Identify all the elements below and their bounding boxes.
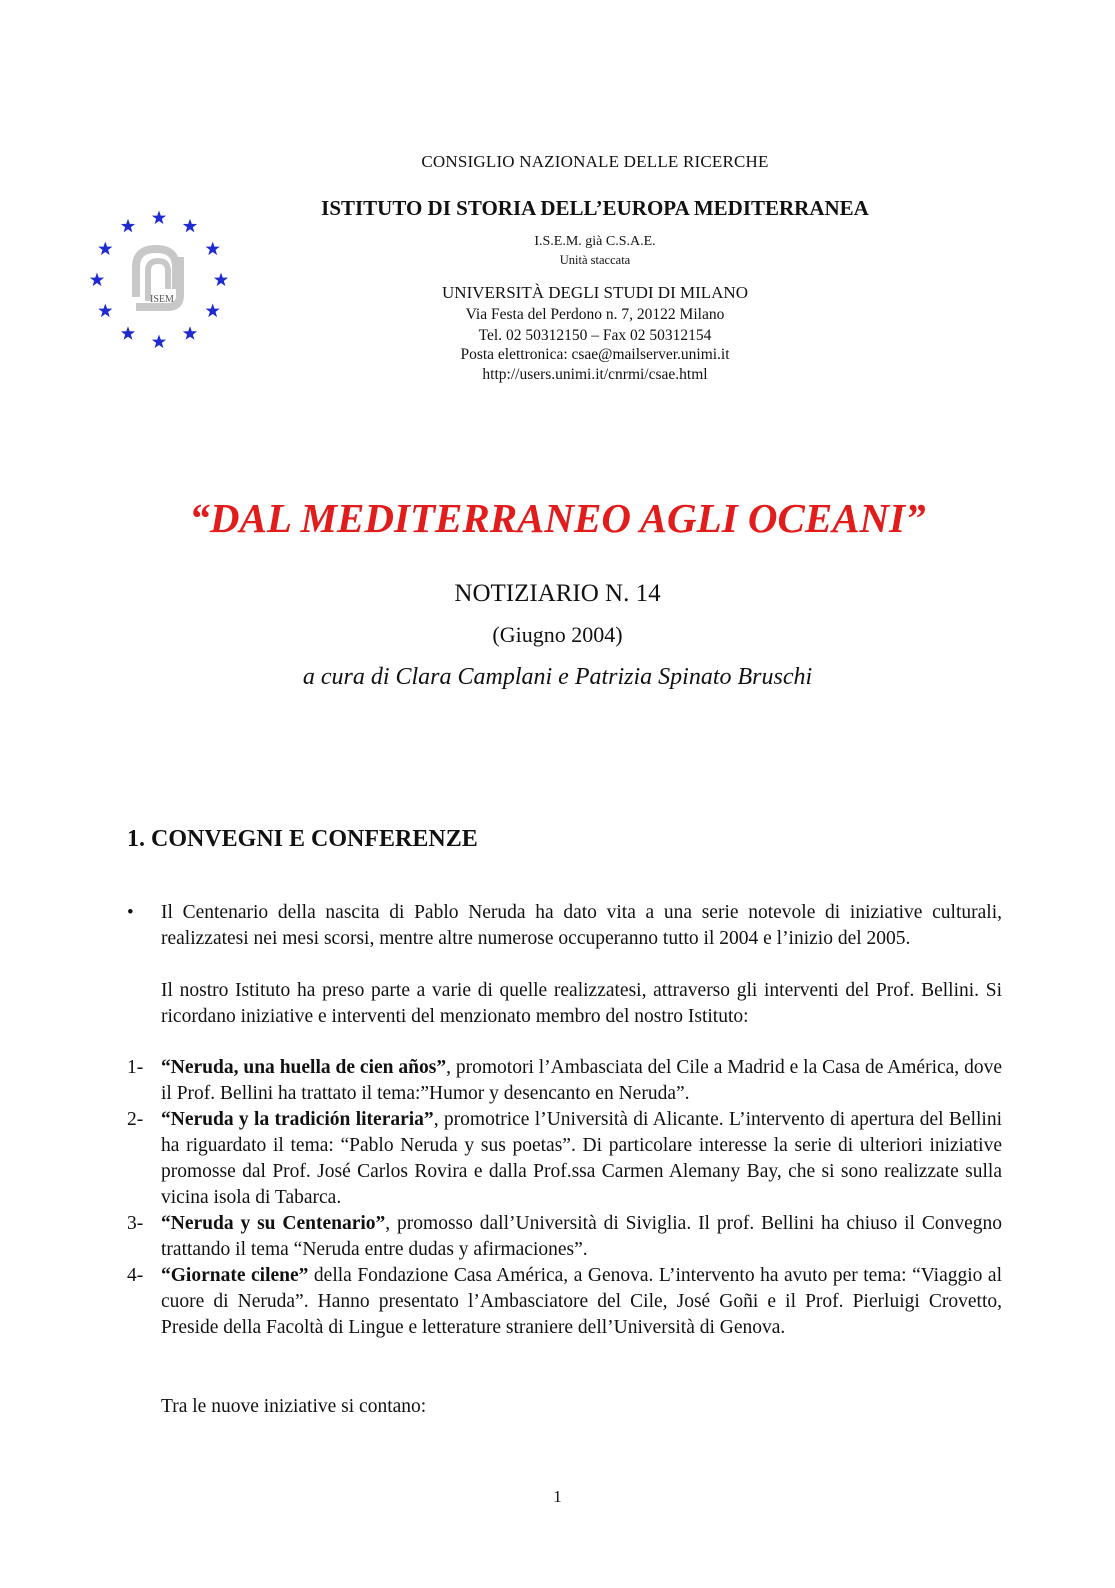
star-icon	[121, 326, 135, 340]
paragraph: Il nostro Istituto ha preso parte a varie di quelle realizzatesi, attraverso gli interventi del Prof. Bellini. Si ricordano iniziative e interventi del menzionato membro del nostro Istituto:	[161, 980, 1002, 1027]
star-icon	[206, 242, 220, 256]
list-number: 3-	[127, 1213, 144, 1234]
star-icon	[121, 219, 135, 233]
event-description: , promotori l’Ambasciata del Cile a Madrid e la Casa de América, dove il Prof. Bellini ha trattato il tema:”Humor y desencanto en Neruda”.	[161, 1057, 1002, 1104]
star-icon	[183, 219, 197, 233]
event-description: , promotrice l’Università di Alicante. L’intervento di apertura del Bellini ha riguardato il tema: “Pablo Neruda y sus poetas”. Di particolare interesse la serie di ulteriori iniziative promosse dal Prof. José Carlos Rovira e dalla Prof.ssa Carmen Alemany Bay, che si sono realizzate sulla vicina isola di Tabarca.	[161, 1109, 1002, 1208]
isem-logo	[84, 205, 234, 355]
list-number: 4-	[127, 1265, 144, 1286]
event-title: “Giornate cilene”	[161, 1265, 309, 1286]
editors: a cura di Clara Camplani e Patrizia Spinato Bruschi	[302, 664, 813, 690]
event-title: “Neruda, una huella de cien años”	[161, 1057, 447, 1078]
issue-number: NOTIZIARIO N. 14	[454, 580, 661, 607]
email: Posta elettronica: csae@mailserver.unimi.it	[460, 346, 730, 363]
star-icon	[152, 211, 166, 225]
list-item	[161, 1107, 1002, 1211]
star-icon	[206, 304, 220, 318]
logo-text: ISEM	[150, 294, 174, 305]
star-icon	[152, 335, 166, 349]
star-icon	[214, 273, 228, 287]
logo-star-ring	[90, 211, 228, 349]
unit-label: Unità staccata	[559, 253, 631, 267]
institute-name: ISTITUTO DI STORIA DELL’EUROPA MEDITERRANEA	[321, 196, 869, 220]
university-name: UNIVERSITÀ DEGLI STUDI DI MILANO	[442, 283, 748, 302]
star-icon	[183, 326, 197, 340]
bullet: •	[127, 902, 134, 923]
closing-line: Tra le nuove iniziative si contano:	[161, 1396, 427, 1417]
list-item	[161, 1211, 1002, 1263]
institute-acronym: I.S.E.M. già C.S.A.E.	[534, 234, 656, 249]
council-name: CONSIGLIO NAZIONALE DELLE RICERCHE	[421, 152, 769, 171]
list-number: 2-	[127, 1109, 144, 1130]
paragraph: Il Centenario della nascita di Pablo Neruda ha dato vita a una serie notevole di iniziative culturali, realizzatesi nei mesi scorsi, mentre altre numerose occuperanno tutto il 2004 e l’inizio del 2005.	[161, 902, 1002, 949]
list-number: 1-	[127, 1057, 144, 1078]
address: Via Festa del Perdono n. 7, 20122 Milano	[465, 306, 725, 323]
phone-fax: Tel. 02 50312150 – Fax 02 50312154	[478, 327, 712, 344]
event-description: della Fondazione Casa América, a Genova. L’intervento ha avuto per tema: “Viaggio al cuore di Neruda”. Hanno presentato l’Ambasciatore del Cile, José Goñi e il Prof. Pierluigi Crovetto, Preside della Facoltà di Lingue e letterature straniere dell’Università di Genova.	[161, 1265, 1002, 1338]
star-icon	[98, 242, 112, 256]
star-icon	[90, 273, 104, 287]
list-item	[161, 1055, 1002, 1107]
issue-date: (Giugno 2004)	[492, 622, 623, 647]
event-description: , promosso dall’Università di Siviglia. Il prof. Bellini ha chiuso il Convegno trattando il tema “Neruda entre dudas y afirmaciones”.	[161, 1213, 1002, 1260]
list-item	[161, 1263, 1002, 1341]
event-title: “Neruda y su Centenario”	[161, 1213, 386, 1234]
star-icon	[98, 304, 112, 318]
document-title: “DAL MEDITERRANEO AGLI OCEANI”	[189, 495, 926, 541]
website-link[interactable]: http://users.unimi.it/cnrmi/csae.html	[482, 366, 708, 383]
page-number: 1	[553, 1487, 562, 1506]
section-heading: 1. CONVEGNI E CONFERENZE	[127, 826, 478, 852]
event-title: “Neruda y la tradición literaria”	[161, 1109, 434, 1130]
